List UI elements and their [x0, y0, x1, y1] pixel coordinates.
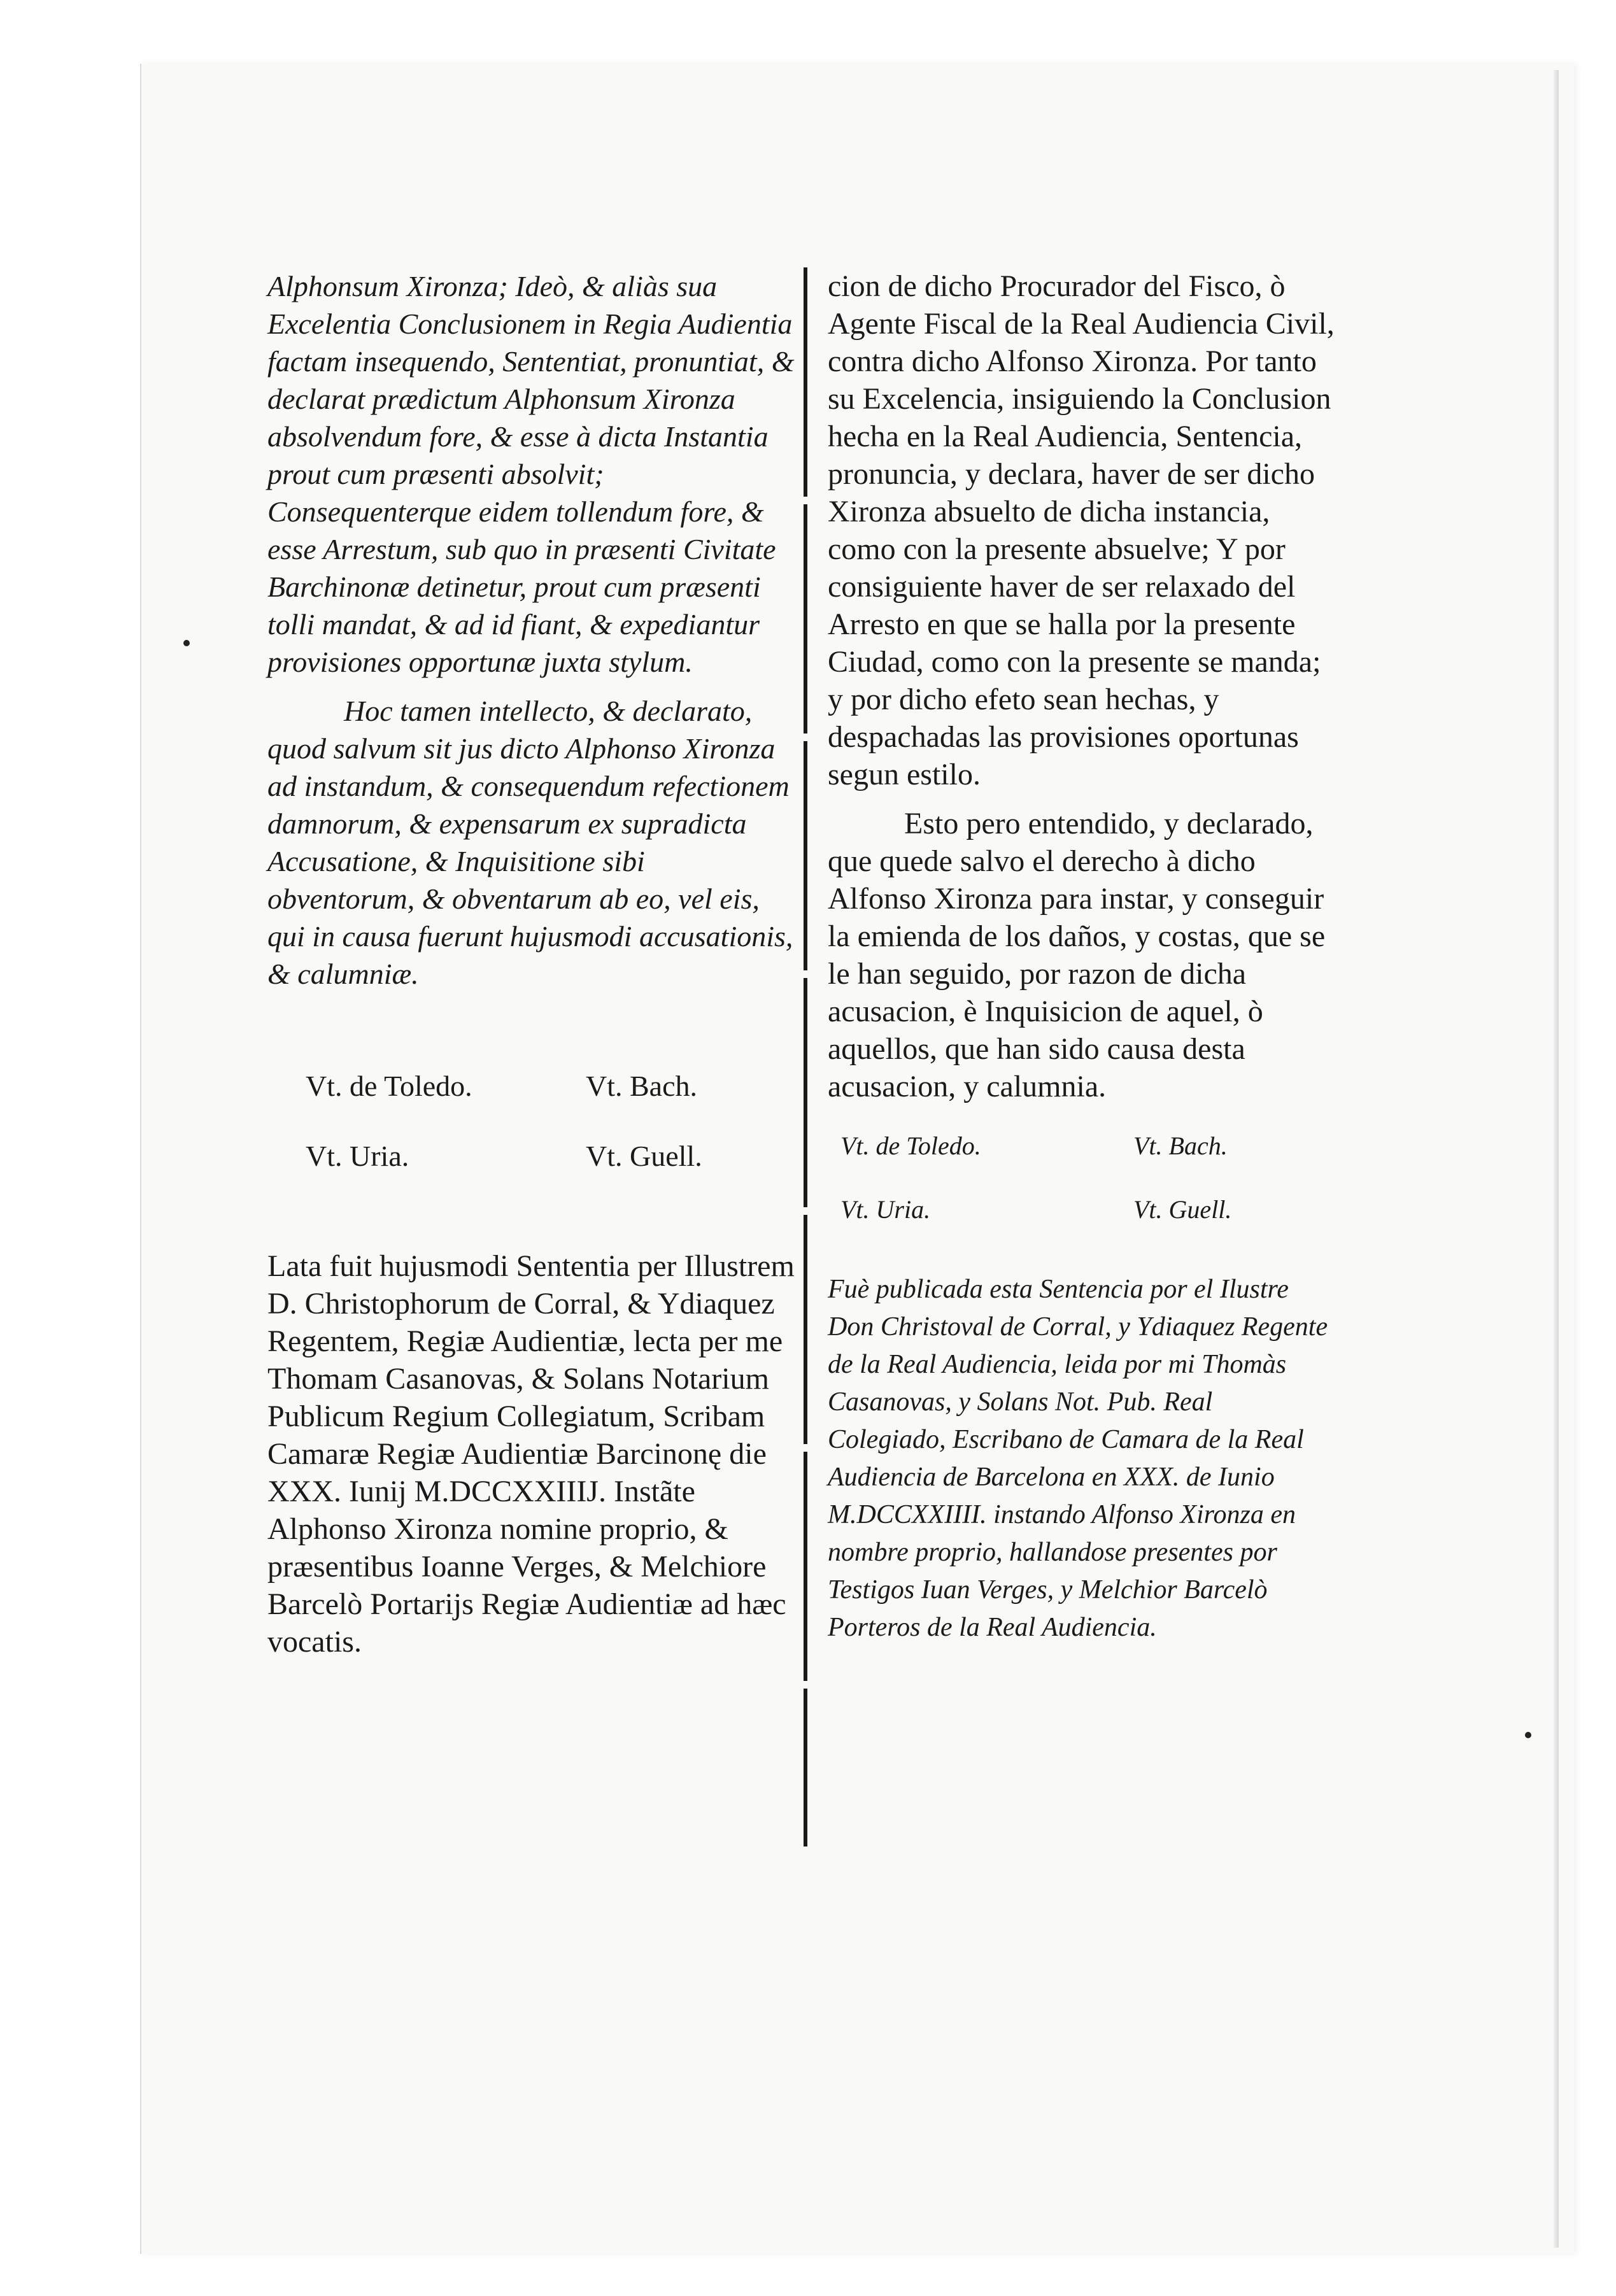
publication-paragraph: Fuè publicada esta Sentencia por el Ilustre Don Christoval de Corral, y Ydiaquez Regente de la Real Audiencia, leida por mi Thomàs Casanovas, y Solans Not. Pub. Real Colegiado, Escribano de Camara de la Real Audiencia de Barcelona en XXX. de Iunio M.DCCXXIIII. instando Alfonso Xironza en nombre proprio, hallandose presentes por Testigos Iuan Verges, y Melchior Barcelò Porteros de la Real Audiencia.: [828, 1275, 1328, 1642]
signature-bach: Vt. Bach.: [586, 1070, 698, 1102]
latin-paragraph-2: Hoc tamen intellecto, & declarato, quod salvum sit jus dicto Alphonso Xironza ad instandum, & consequendum refectionem damnorum, & expensarum ex supradicta Accusatione, & Inquisitione sibi obventorum, & obventarum ab eo, vel eis, qui in causa fuerunt hujusmodi accusationis, & calumniæ.: [267, 695, 793, 990]
ink-speck: [1525, 1732, 1531, 1738]
left-signature-block: [267, 1069, 796, 1209]
signature-guell-es: Vt. Guell.: [1133, 1195, 1232, 1224]
signature-toledo-es: Vt. de Toledo.: [840, 1131, 981, 1160]
signature-toledo: Vt. de Toledo.: [306, 1070, 472, 1102]
sheet-edge: [1554, 70, 1559, 2248]
spanish-paragraph-2: Esto pero entendido, y declarado, que quede salvo el derecho à dicho Alfonso Xironza para instar, y conseguir la emienda de los daños, y costas, que se le han seguido, por razon de dicha acusacion, è Inquisicion de aquel, ò aquellos, que han sido causa desta acusacion, y calumnia.: [828, 807, 1326, 1103]
lata-paragraph: Lata fuit hujusmodi Sententia per Illustrem D. Christophorum de Corral, & Ydiaquez Regentem, Regiæ Audientiæ, lecta per me Thomam Casanovas, & Solans Notarium Publicum Regium Collegiatum, Scribam Camaræ Regiæ Audientiæ Barcinonę die XXX. Iunij M.DCCXXIIIJ. Instãte Alphonso Xironza nomine proprio, & præsentibus Ioanne Verges, & Melchiore Barcelò Portarijs Regiæ Audientiæ ad hæc vocatis.: [267, 1249, 795, 1659]
signature-uria-es: Vt. Uria.: [840, 1195, 931, 1224]
signature-guell: Vt. Guell.: [586, 1140, 702, 1172]
column-divider: [804, 267, 807, 1846]
right-column-spanish: [828, 267, 1337, 1647]
signature-uria: Vt. Uria.: [306, 1140, 409, 1172]
right-signature-block: [828, 1131, 1337, 1252]
signature-bach-es: Vt. Bach.: [1133, 1131, 1228, 1160]
ink-speck: [183, 640, 190, 646]
spanish-paragraph-1: cion de dicho Procurador del Fisco, ò Agente Fiscal de la Real Audiencia Civil, contra dicho Alfonso Xironza. Por tanto su Excelencia, insiguiendo la Conclusion hecha en la Real Audiencia, Sentencia, pronuncia, y declara, haver de ser dicho Xironza absuelto de dicha instancia, como con la presente absuelve; Y por consiguiente haver de ser relaxado del Arresto en que se halla por la presente Ciudad, como con la presente se manda; y por dicho efeto sean hechas, y despachadas las provisiones oportunas segun estilo.: [828, 269, 1335, 791]
left-column-latin: [267, 267, 796, 1661]
latin-paragraph-1: Alphonsum Xironza; Ideò, & aliàs sua Excelentia Conclusionem in Regia Audientia factam insequendo, Sententiat, pronuntiat, & declarat prædictum Alphonsum Xironza absolvendum fore, & esse à dicta Instantia prout cum præsenti absolvit; Consequenterque eidem tollendum fore, & esse Arrestum, sub quo in præsenti Civitate Barchinonæ detinetur, prout cum præsenti tolli mandat, & ad id fiant, & expediantur provisiones opportunæ juxta stylum.: [267, 270, 795, 678]
